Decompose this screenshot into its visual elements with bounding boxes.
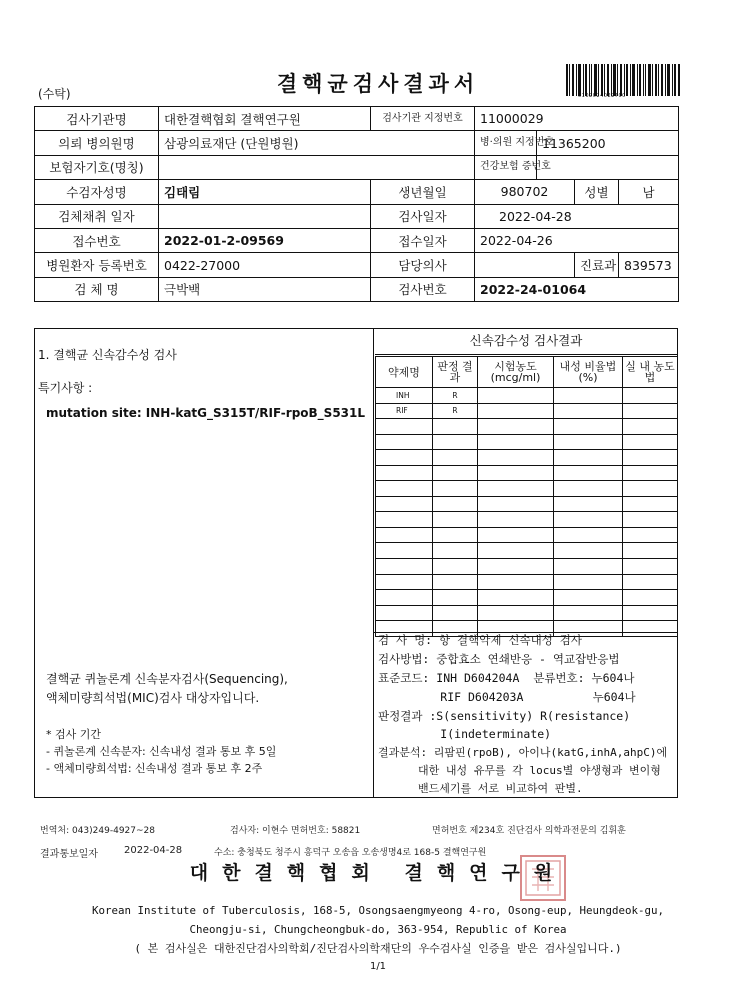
table-cell [554, 543, 623, 559]
table-cell [554, 496, 623, 512]
reg-no-label: 병원환자 등록번호 [35, 253, 159, 277]
standard-code-2: RIF D604203A 누604나 [378, 690, 636, 704]
health-card-label: 건강보험 증번호 [475, 155, 537, 179]
table-cell [478, 481, 554, 497]
table-cell [623, 434, 678, 450]
section-divider [373, 328, 374, 798]
receipt-no-label: 접수번호 [35, 228, 159, 252]
english-address-1: Korean Institute of Tuberculosis, 168-5, Osongsaengmyeong 4-ro, Osong-eup, Heungdeok-gu, [91, 904, 665, 917]
table-cell [376, 559, 433, 575]
receipt-label: (수탁) [38, 87, 71, 101]
table-row [376, 481, 678, 497]
table-cell [554, 605, 623, 621]
table-cell [376, 465, 433, 481]
receipt-date-label: 접수일자 [371, 228, 475, 252]
table-cell [623, 559, 678, 575]
table-cell [433, 527, 478, 543]
table-cell [376, 512, 433, 528]
table-row [376, 605, 678, 621]
col-header-concentration: 시험농도 (mcg/ml) [478, 357, 554, 388]
table-cell [623, 512, 678, 528]
table-cell [433, 512, 478, 528]
table-cell [376, 574, 433, 590]
table-cell: R [433, 403, 478, 419]
table-cell [554, 434, 623, 450]
test-item: 1. 결핵균 신속감수성 검사 [38, 348, 177, 362]
table-cell [554, 481, 623, 497]
method-procedure: 검사방법: 중합효소 연쇄반응 - 역교잡반응법 [378, 652, 620, 666]
hospital-label: 의뢰 병의원명 [35, 131, 159, 155]
table-cell [554, 450, 623, 466]
table-cell [554, 419, 623, 435]
table-cell [623, 465, 678, 481]
table-cell [478, 543, 554, 559]
col-header-room-conc: 실 내 농도법 [623, 357, 678, 388]
test-no-label: 검사번호 [371, 277, 475, 301]
table-cell [478, 434, 554, 450]
collect-date-label: 검체채취 일자 [35, 204, 159, 228]
doctor-value [475, 253, 575, 277]
report-date-label: 결과통보일자 [40, 849, 98, 860]
table-cell [623, 574, 678, 590]
table-cell [478, 590, 554, 606]
insured-value [159, 155, 475, 179]
dept-label: 진료과 [575, 253, 619, 277]
table-cell [478, 403, 554, 419]
table-cell [433, 559, 478, 575]
judgement-line-1: 판정결과 :S(sensitivity) R(resistance) [378, 709, 631, 723]
table-cell [554, 574, 623, 590]
exam-org-value: 대한결핵협회 결핵연구원 [159, 107, 371, 131]
table-cell [433, 574, 478, 590]
examiner-info: 검사자: 이현수 면허번호: 58821 [230, 826, 361, 836]
col-header-drug: 약제명 [376, 357, 433, 388]
table-cell [433, 590, 478, 606]
table-cell [623, 605, 678, 621]
judgement-line-2: I(indeterminate) [378, 727, 552, 741]
note-line-1: 결핵균 퀴놀론계 신속분자검사(Sequencing), [46, 672, 288, 686]
table-cell [376, 450, 433, 466]
organization-name: 대한결핵협회 결핵연구원 [189, 862, 567, 884]
note-line-2: 액체미량희석법(MIC)검사 대상자입니다. [46, 691, 260, 705]
table-cell [433, 496, 478, 512]
test-date-label: 검사일자 [371, 204, 475, 228]
exam-org-label: 검사기관명 [35, 107, 159, 131]
insured-label: 보험자기호(명칭) [35, 155, 159, 179]
patient-label: 수검자성명 [35, 180, 159, 204]
special-notes-label: 특기사항 : [38, 381, 93, 395]
table-cell [433, 465, 478, 481]
table-cell: RIF [376, 403, 433, 419]
table-cell [623, 388, 678, 404]
table-cell [376, 543, 433, 559]
table-row [376, 559, 678, 575]
table-row [376, 419, 678, 435]
analysis-line-2: 대한 내성 유무를 각 locus별 야생형과 변이형 [418, 764, 661, 777]
table-cell [433, 481, 478, 497]
table-cell [478, 559, 554, 575]
table-row [376, 574, 678, 590]
table-row [376, 590, 678, 606]
table-cell [623, 496, 678, 512]
korean-address: 수소: 충청북도 청주시 흥덕구 오송읍 오송생명4로 168-5 결핵연구원 [214, 848, 487, 858]
col-header-proportion: 내성 비율법(%) [554, 357, 623, 388]
table-row [376, 527, 678, 543]
analysis-line-1: 결과분석: 리팜핀(rpoB), 아이나(katG,inhA,ahpC)에 [378, 746, 668, 759]
susceptibility-table [375, 356, 678, 637]
results-title: 신속감수성 검사결과 [375, 328, 677, 355]
report-date-value: 2022-04-28 [124, 845, 183, 856]
table-cell [623, 481, 678, 497]
standard-code-1: 표준코드: INH D604204A 분류번호: 누604나 [378, 671, 635, 685]
hospital-code-label: 병·의원 지정번호 [475, 131, 537, 155]
table-cell [554, 590, 623, 606]
period-line-1: - 퀴놀론계 신속분자: 신속내성 결과 통보 후 5일 [46, 745, 277, 758]
table-cell [376, 496, 433, 512]
table-cell [554, 512, 623, 528]
collect-date-value [159, 204, 371, 228]
method-name: 검 사 명: 항 결핵약제 신속내성 검사 [378, 633, 582, 647]
birth-value: 980702 [475, 180, 575, 204]
table-cell [554, 465, 623, 481]
table-row [376, 450, 678, 466]
table-row [376, 512, 678, 528]
test-date-value: 2022-04-28 [475, 204, 679, 228]
contact-phone: 번역처: 043)249-4927~28 [40, 826, 155, 836]
table-cell [623, 590, 678, 606]
table-cell [478, 496, 554, 512]
table-cell [433, 450, 478, 466]
patient-info-table [34, 106, 679, 302]
sex-label: 성별 [575, 180, 619, 204]
table-cell [433, 543, 478, 559]
table-row [376, 543, 678, 559]
page-number: 1/1 [369, 961, 387, 972]
table-cell: R [433, 388, 478, 404]
health-card-value [537, 155, 679, 179]
specimen-label: 검 체 명 [35, 277, 159, 301]
table-cell [478, 512, 554, 528]
period-line-2: - 액체미량희석법: 신속내성 결과 통보 후 2주 [46, 762, 263, 775]
col-header-judgement: 판정 결과 [433, 357, 478, 388]
table-cell [433, 434, 478, 450]
table-cell [478, 465, 554, 481]
table-cell [433, 605, 478, 621]
table-row [376, 496, 678, 512]
table-cell [623, 527, 678, 543]
mutation-site: mutation site: INH-katG_S315T/RIF-rpoB_S531L [46, 406, 366, 420]
table-row [376, 403, 678, 419]
doctor-label: 담당의사 [371, 253, 475, 277]
table-cell [554, 388, 623, 404]
table-cell: INH [376, 388, 433, 404]
table-cell [623, 621, 678, 637]
exam-org-code-label: 검사기관 지정번호 [371, 107, 475, 131]
dept-value: 839573 [619, 253, 679, 277]
receipt-date-value: 2022-04-26 [475, 228, 679, 252]
hospital-value: 삼광의료재단 (단원병원) [159, 131, 475, 155]
table-cell [376, 481, 433, 497]
birth-label: 생년월일 [371, 180, 475, 204]
table-row [376, 465, 678, 481]
table-cell [478, 605, 554, 621]
period-title: * 검사 기간 [46, 728, 101, 741]
certification-note: ( 본 검사실은 대한진단검사의학회/진단검사의학재단의 우수검사실 인증을 받은 검사실입니다.) [134, 942, 622, 955]
test-no-value: 2022-24-01064 [475, 277, 679, 301]
barcode [566, 64, 681, 96]
table-cell [478, 574, 554, 590]
table-cell [478, 450, 554, 466]
table-cell [623, 419, 678, 435]
english-address-2: Cheongju-si, Chungcheongbuk-do, 363-954, Republic of Korea [189, 923, 567, 936]
table-cell [433, 419, 478, 435]
exam-org-code-value: 11000029 [475, 107, 679, 131]
hospital-code-value: 11365200 [537, 131, 679, 155]
receipt-no-value: 2022-01-2-09569 [159, 228, 371, 252]
table-cell [554, 403, 623, 419]
table-cell [623, 543, 678, 559]
document-title: 결핵균검사결과서 [276, 72, 480, 96]
reg-no-value: 0422-27000 [159, 253, 371, 277]
patient-value: 김태림 [159, 180, 371, 204]
analysis-line-3: 밴드세기를 서로 비교하여 판별. [418, 782, 583, 795]
table-cell [376, 605, 433, 621]
table-row [376, 388, 678, 404]
table-cell [376, 527, 433, 543]
table-cell [376, 434, 433, 450]
sex-value: 남 [619, 180, 679, 204]
table-cell [478, 388, 554, 404]
table-cell [478, 419, 554, 435]
table-cell [554, 559, 623, 575]
table-cell [554, 527, 623, 543]
specimen-value: 극박백 [159, 277, 371, 301]
table-cell [623, 450, 678, 466]
table-row [376, 434, 678, 450]
barcode-number: 0102024022700 [578, 93, 626, 99]
table-cell [478, 527, 554, 543]
table-cell [376, 419, 433, 435]
table-cell [376, 590, 433, 606]
specialist-license: 면허번호 제234호 진단검사 의학과전문의 김휘훈 [432, 826, 626, 836]
table-cell [623, 403, 678, 419]
